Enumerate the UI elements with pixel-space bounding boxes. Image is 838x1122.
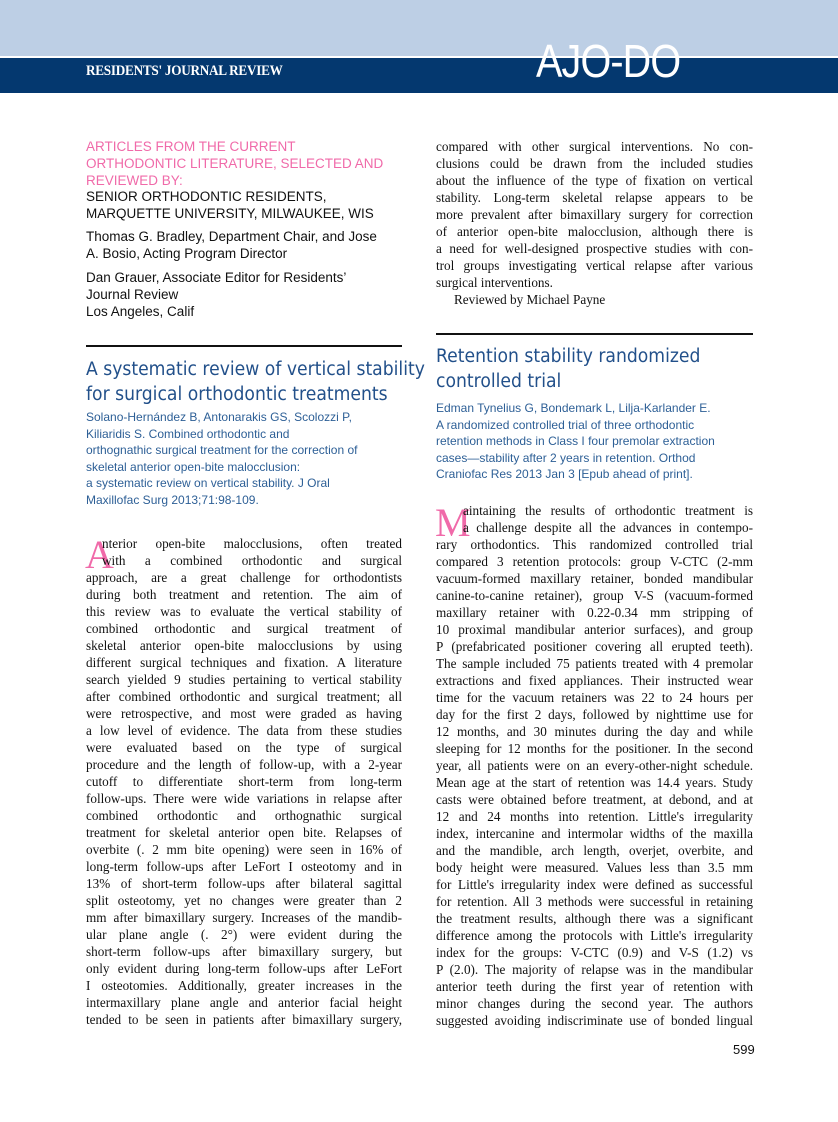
text-line: were evaluated based on the type of surgical (86, 740, 402, 755)
text-line: were retrospective, and most were graded as having (86, 706, 402, 721)
text-line: rary orthodontics. This randomized controlled trial (436, 537, 753, 552)
text-line: Los Angeles, Calif (86, 303, 195, 319)
text-line: difference among the protocols with Little's irregularity (436, 928, 753, 943)
text-line: P (2.0). The majority of relapse was in the mandibular (436, 962, 753, 977)
text-line: Edman Tynelius G, Bondemark L, Lilja-Karlander E. (436, 401, 711, 415)
text-line: follow-ups. There were wide variations in relapse after (86, 791, 402, 806)
text-line: cutoff to differentiate short-term from long-term (86, 774, 402, 789)
text-line: search yielded 9 studies pertaining to vertical stability (86, 672, 402, 687)
text-line: 12 and 24 months into retention. Little's irregularity (436, 809, 753, 824)
text-line: MARQUETTE UNIVERSITY, MILWAUKEE, WIS (86, 205, 374, 221)
text-line: skeletal anterior open-bite malocclusion: (86, 459, 301, 474)
text-line: for surgical orthodontic treatments (86, 384, 388, 405)
text-line: ular plane angle (. 2°) were evident during the (86, 927, 402, 942)
text-line: Thomas G. Bradley, Department Chair, and Jose (86, 229, 377, 244)
text-line: aintaining the results of orthodontic treatment is (463, 503, 753, 518)
text-line: vacuum-formed maxillary retainer, bonded mandibular (436, 571, 753, 586)
masthead-residents (86, 189, 416, 223)
text-line: split osteotomy, yet no changes were greater than 2 (86, 893, 402, 908)
text-line: for Little's irregularity index were defined as successful (436, 877, 753, 892)
article2-body (436, 502, 753, 1029)
article1-reviewer: Reviewed by Michael Payne (454, 292, 606, 307)
text-line: Journal Review (86, 286, 179, 302)
text-line: ORTHODONTIC LITERATURE, SELECTED AND (86, 155, 384, 171)
text-line: Mean age at the start of retention was 14.4 years. Study (436, 775, 753, 790)
text-line: Kiliaridis S. Combined orthodontic and (86, 426, 290, 441)
text-line: index, intercanine and intermolar widths of the maxilla (436, 826, 753, 841)
text-line: body height were measured. Values less than 3.5 mm (436, 860, 753, 875)
text-line: long-term follow-ups after LeFort I osteotomy and in (86, 859, 402, 874)
text-line: with a combined orthodontic and surgical (102, 553, 402, 568)
text-line: casts were obtained before treatment, at debond, and at (436, 792, 753, 807)
text-line: combined orthodontic and surgical treatment of (86, 621, 402, 636)
journal-logo: AJO-DO (536, 35, 681, 87)
text-line: treatment for skeletal anterior open bite. Relapses of (86, 825, 402, 840)
text-line: year, all patients were on an every-other-night schedule. (436, 758, 753, 773)
text-line: controlled trial (436, 371, 562, 392)
text-line: cases—stability after 2 years in retention. Orthod (436, 450, 696, 465)
text-line: different surgical techniques and fixation. A literature (86, 655, 402, 670)
text-line: orthognathic surgical treatment for the correction of (86, 443, 358, 457)
masthead-editor (86, 270, 416, 320)
text-line: a systematic review on vertical stability. J Oral (86, 476, 330, 490)
text-line: a need for well-designed prospective studies with con- (436, 241, 753, 256)
text-line: 12 months, and 30 minutes during the day and while (436, 724, 753, 739)
text-line: a challenge despite all the advances in contempo- (463, 520, 753, 535)
text-line: Maxillofac Surg 2013;71:98-109. (86, 492, 259, 507)
article1-body (85, 532, 402, 1028)
article2-title (436, 344, 700, 394)
text-line: short-term follow-ups after bimaxillary surgery, but (86, 944, 402, 959)
text-line: stability. Long-term skeletal relapse appears to be (436, 190, 753, 205)
text-line: intermaxillary plane angle and anterior facial height (86, 995, 402, 1010)
text-line: Solano-Hernández B, Antonarakis GS, Scolozzi P, (86, 410, 352, 424)
text-line: clusions could be drawn from the included studies (436, 156, 753, 171)
text-line: a low level of evidence. The data from these studies (86, 723, 402, 738)
article2-citation (436, 400, 766, 483)
text-line: trol groups investigating vertical relapse after various (436, 258, 753, 273)
text-line: A. Bosio, Acting Program Director (86, 245, 288, 261)
page-number: 599 (733, 1042, 755, 1057)
text-line: during both treatment and retention. The aim of (86, 587, 402, 602)
text-line: more prevalent after bimaxillary surgery for correction (436, 207, 753, 222)
text-line: The sample included 75 patients treated with 4 premolar (436, 656, 753, 671)
text-line: procedure and the length of follow-up, with a 2-year (86, 757, 402, 772)
text-line: retention methods in Class I four premolar extraction (436, 434, 715, 448)
masthead-chair (86, 229, 416, 263)
text-line: compared with other surgical interventions. No con- (436, 139, 753, 154)
text-line: after combined orthodontic and surgical treatment; all (86, 689, 402, 704)
text-line: index for the groups: V-CTC (0.9) and V-S (1.2) vs (436, 945, 753, 960)
text-line: SENIOR ORTHODONTIC RESIDENTS, (86, 189, 327, 204)
text-line: ARTICLES FROM THE CURRENT (86, 139, 296, 154)
text-line: minor changes during the second year. The authors (436, 996, 753, 1011)
text-line: A randomized controlled trial of three orthodontic (436, 417, 695, 432)
text-line: P (prefabricated positioner covering all erupted teeth). (436, 639, 753, 654)
text-line: and the mandible, arch length, overjet, overbite, and (436, 843, 753, 858)
text-line: this review was to evaluate the vertical stability of (86, 604, 402, 619)
text-line: of anterior open-bite malocclusion, although there is (436, 224, 753, 239)
text-line: I osteotomies. Additionally, greater increases in the (86, 978, 402, 993)
text-line: day for the first 2 days, followed by nighttime use for (436, 707, 753, 722)
text-line: 10 proximal mandibular anterior surfaces), and group (436, 622, 753, 637)
text-line: canine-to-canine retainer), group V-S (vacuum-formed (436, 588, 753, 603)
masthead-intro (86, 139, 416, 189)
text-line: maxillary retainer with 0.22-0.34 mm stripping of (436, 605, 753, 620)
article2-drop-cap: M (435, 500, 471, 545)
text-line: tended to be seen in patients after bimaxillary surgery, (86, 1012, 402, 1027)
text-line: A systematic review of vertical stability (86, 359, 425, 380)
text-line: surgical interventions. (436, 275, 553, 290)
text-line: skeletal anterior open-bite malocclusions by using (86, 638, 402, 653)
divider (86, 345, 402, 347)
text-line: overbite (. 2 mm bite opening) were seen in 16% of (86, 842, 402, 857)
text-line: mm after bimaxillary surgery. Increases of the mandib- (86, 910, 402, 925)
text-line: Dan Grauer, Associate Editor for Residents’ (86, 270, 347, 285)
article1-drop-cap: A (85, 532, 114, 577)
section-title: RESIDENTS' JOURNAL REVIEW (86, 63, 283, 79)
text-line: extractions and fixed appliances. Their instructed wear (436, 673, 753, 688)
text-line: compared 3 retention protocols: group V-CTC (2-mm (436, 554, 753, 569)
text-line: for retention. All 3 methods were successful in retaining (436, 894, 753, 909)
divider (436, 333, 753, 335)
article1-citation (86, 409, 416, 508)
text-line: combined orthodontic and orthognathic surgical (86, 808, 402, 823)
text-line: time for the vacuum retainers was 22 to 24 hours per (436, 690, 753, 705)
article1-body-continued (436, 138, 753, 291)
header-top-band (0, 0, 838, 56)
text-line: sleeping for 12 months for the positioner. In the second (436, 741, 753, 756)
text-line: REVIEWED BY: (86, 172, 183, 188)
text-line: Retention stability randomized (436, 346, 701, 367)
text-line: about the influence of the type of fixation on vertical (436, 173, 753, 188)
text-line: anterior teeth during the first year of retention with (436, 979, 753, 994)
text-line: the treatment results, although there was a significant (436, 911, 753, 926)
text-line: nterior open-bite malocclusions, often treated (102, 536, 402, 551)
text-line: 13% of short-term follow-ups after bilateral sagittal (86, 876, 402, 891)
text-line: approach, are a great challenge for orthodontists (86, 570, 402, 585)
text-line: only evident during long-term follow-ups after LeFort (86, 961, 402, 976)
text-line: Craniofac Res 2013 Jan 3 [Epub ahead of print]. (436, 467, 693, 481)
text-line: suggested avoiding indiscriminate use of bonded lingual (436, 1013, 753, 1028)
article1-title (86, 357, 425, 407)
